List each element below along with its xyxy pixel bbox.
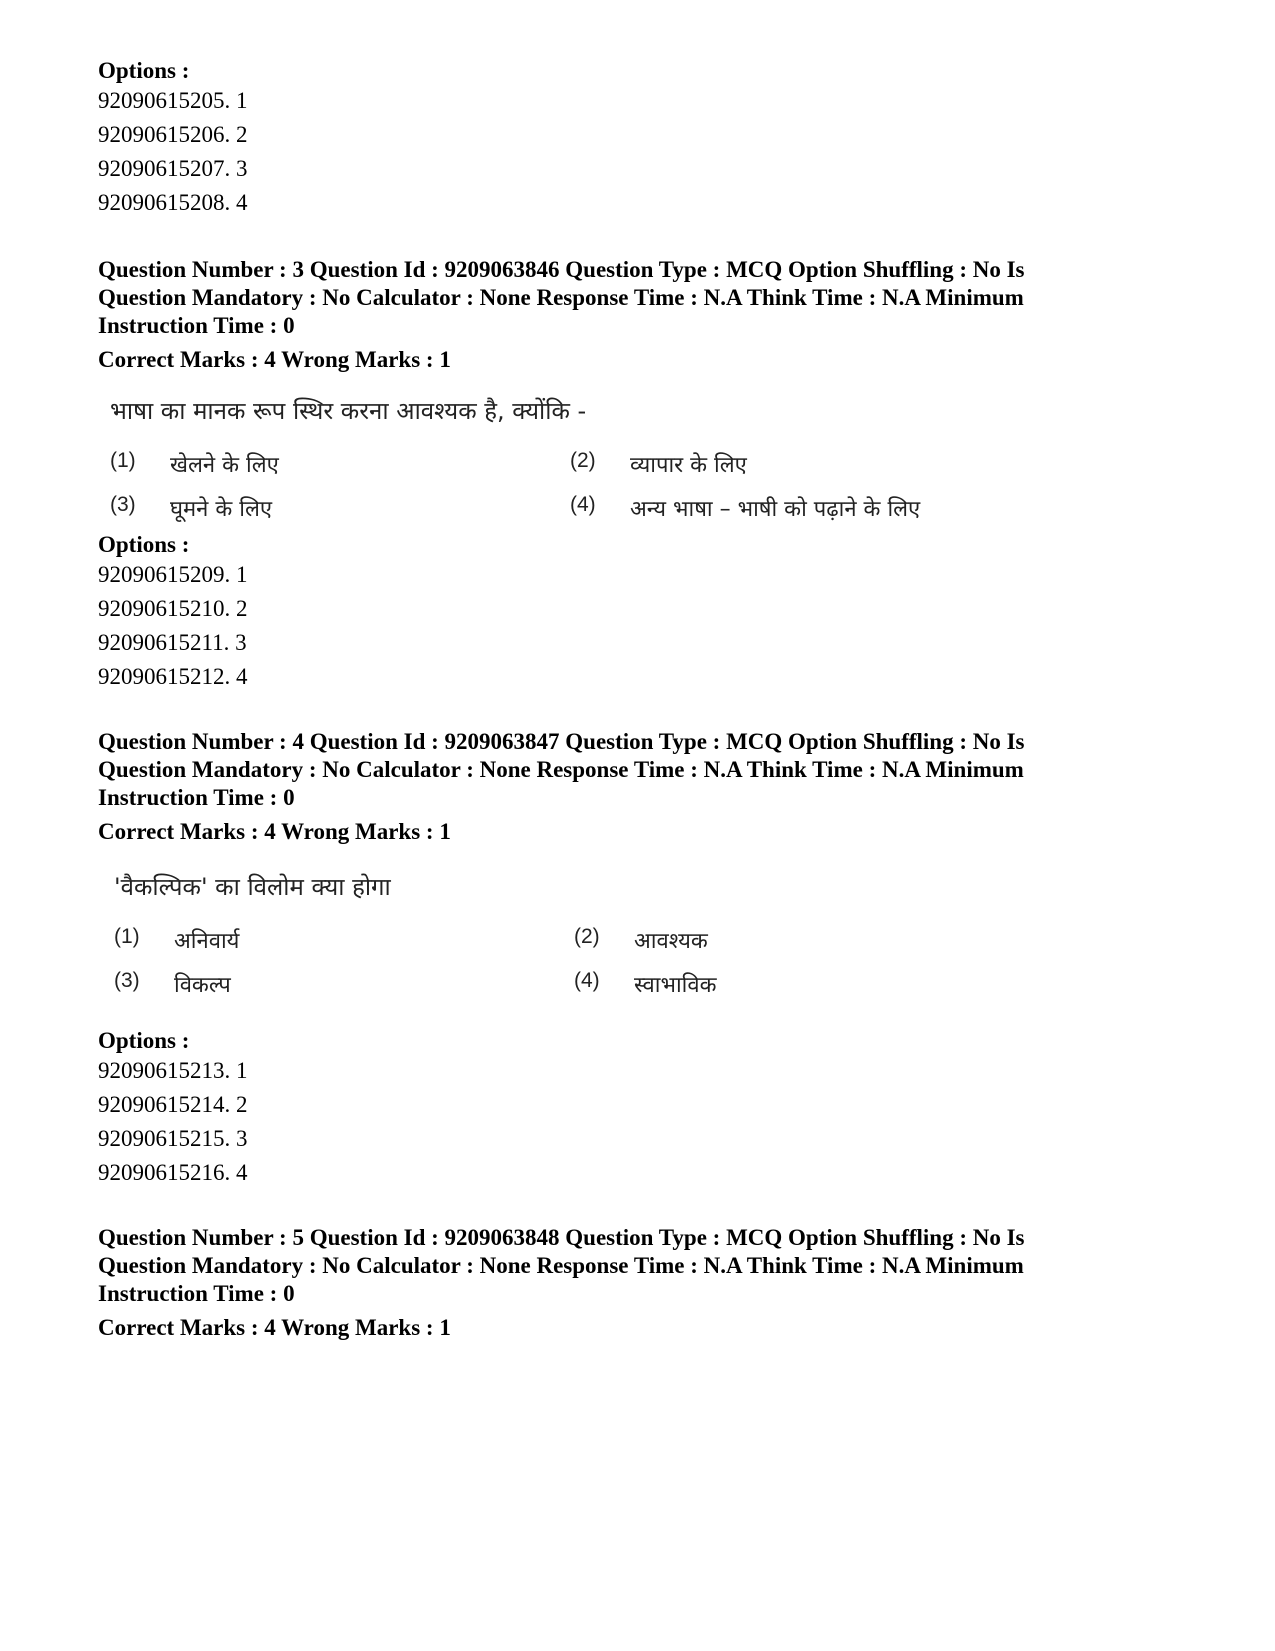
choice-grid bbox=[114, 925, 1098, 999]
option-line: 92090615209. 1 bbox=[98, 562, 248, 587]
option-line: 92090615212. 4 bbox=[98, 664, 248, 689]
question-image-area bbox=[110, 394, 1098, 523]
options-block-q4 bbox=[98, 1028, 1098, 1190]
option-line: 92090615210. 2 bbox=[98, 596, 248, 621]
options-title: Options : bbox=[98, 1028, 190, 1053]
choice-number: (4) bbox=[574, 969, 600, 992]
option-line: 92090615213. 1 bbox=[98, 1058, 248, 1083]
option-line: 92090615214. 2 bbox=[98, 1092, 248, 1117]
question-marks: Correct Marks : 4 Wrong Marks : 1 bbox=[98, 1315, 451, 1340]
options-block-q2 bbox=[98, 58, 1098, 220]
choice-number: (2) bbox=[570, 449, 596, 472]
question-header: Question Number : 3 Question Id : 9209063846 Question Type : MCQ Option Shuffling : No Is Question Mandatory : No Calculator : None Response Time : N.A Think Time : N.A Minimum Instruction Time : 0 bbox=[98, 257, 1025, 338]
question-5 bbox=[98, 1224, 1098, 1342]
options-title: Options : bbox=[98, 532, 190, 557]
choice-text: विकल्प bbox=[174, 973, 231, 998]
choice-number: (1) bbox=[114, 925, 140, 948]
option-line: 92090615207. 3 bbox=[98, 156, 248, 181]
option-line: 92090615206. 2 bbox=[98, 122, 248, 147]
choice-number: (4) bbox=[570, 493, 596, 516]
choice-text: अनिवार्य bbox=[174, 929, 240, 954]
question-header: Question Number : 5 Question Id : 9209063848 Question Type : MCQ Option Shuffling : No Is Question Mandatory : No Calculator : None Response Time : N.A Think Time : N.A Minimum Instruction Time : 0 bbox=[98, 1225, 1025, 1306]
question-marks: Correct Marks : 4 Wrong Marks : 1 bbox=[98, 347, 451, 372]
question-3 bbox=[98, 256, 1098, 523]
question-text: भाषा का मानक रूप स्थिर करना आवश्यक है, क्योंकि - bbox=[110, 397, 587, 425]
question-marks: Correct Marks : 4 Wrong Marks : 1 bbox=[98, 819, 451, 844]
options-title: Options : bbox=[98, 58, 190, 83]
option-line: 92090615211. 3 bbox=[98, 630, 247, 655]
option-line: 92090615216. 4 bbox=[98, 1160, 248, 1185]
question-header: Question Number : 4 Question Id : 9209063847 Question Type : MCQ Option Shuffling : No Is Question Mandatory : No Calculator : None Response Time : N.A Think Time : N.A Minimum Instruction Time : 0 bbox=[98, 729, 1025, 810]
choice-text: व्यापार के लिए bbox=[630, 453, 747, 478]
choice-number: (3) bbox=[110, 493, 136, 516]
options-block-q3 bbox=[98, 532, 1098, 694]
option-line: 92090615215. 3 bbox=[98, 1126, 248, 1151]
question-text: 'वैकल्पिक' का विलोम क्या होगा bbox=[114, 873, 391, 901]
choice-grid bbox=[110, 449, 1098, 523]
option-line: 92090615208. 4 bbox=[98, 190, 248, 215]
choice-text: खेलने के लिए bbox=[170, 453, 279, 478]
choice-text: अन्य भाषा – भाषी को पढ़ाने के लिए bbox=[630, 497, 921, 522]
question-image-area bbox=[114, 870, 1098, 999]
choice-number: (2) bbox=[574, 925, 600, 948]
choice-number: (1) bbox=[110, 449, 136, 472]
option-line: 92090615205. 1 bbox=[98, 88, 248, 113]
choice-text: आवश्यक bbox=[634, 929, 708, 954]
choice-text: घूमने के लिए bbox=[170, 497, 273, 522]
choice-number: (3) bbox=[114, 969, 140, 992]
choice-text: स्वाभाविक bbox=[634, 973, 717, 998]
question-4 bbox=[98, 728, 1098, 999]
